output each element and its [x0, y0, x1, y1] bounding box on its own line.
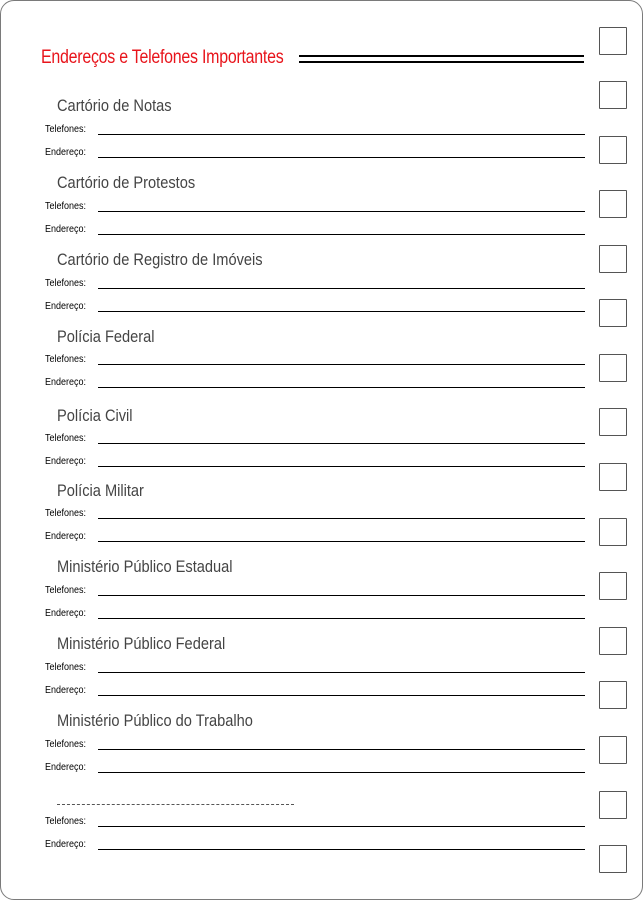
address-label: Endereço:	[45, 224, 87, 235]
address-field[interactable]	[98, 541, 585, 542]
section-title: Cartório de Protestos	[57, 173, 196, 192]
phones-row	[1, 508, 601, 526]
phones-label: Telefones:	[45, 508, 87, 519]
address-label: Endereço:	[45, 301, 87, 312]
address-field[interactable]	[98, 849, 585, 850]
phones-label: Telefones:	[45, 124, 87, 135]
address-row	[1, 456, 601, 474]
phones-row	[1, 278, 601, 296]
phones-label: Telefones:	[45, 816, 87, 827]
address-label: Endereço:	[45, 377, 87, 388]
phones-row	[1, 739, 601, 757]
address-label: Endereço:	[45, 762, 87, 773]
checkbox[interactable]	[599, 736, 627, 764]
address-row	[1, 608, 601, 626]
phones-field[interactable]	[98, 211, 585, 212]
phones-field[interactable]	[98, 364, 585, 365]
address-label: Endereço:	[45, 608, 87, 619]
page-title: Endereços e Telefones Importantes	[41, 47, 284, 68]
address-field[interactable]	[98, 387, 585, 388]
address-label: Endereço:	[45, 839, 87, 850]
phones-row	[1, 433, 601, 451]
address-row	[1, 301, 601, 319]
address-field[interactable]	[98, 772, 585, 773]
checkbox[interactable]	[599, 572, 627, 600]
checkbox[interactable]	[599, 354, 627, 382]
checkbox[interactable]	[599, 518, 627, 546]
checkbox[interactable]	[599, 681, 627, 709]
phones-field[interactable]	[98, 518, 585, 519]
custom-title-field[interactable]	[57, 804, 294, 805]
checkbox[interactable]	[599, 299, 627, 327]
section-title: Polícia Federal	[57, 327, 155, 346]
address-label: Endereço:	[45, 685, 87, 696]
address-row	[1, 839, 601, 857]
phones-row	[1, 816, 601, 834]
address-row	[1, 147, 601, 165]
phones-row	[1, 354, 601, 372]
checkbox[interactable]	[599, 81, 627, 109]
address-row	[1, 377, 601, 395]
phones-row	[1, 585, 601, 603]
phones-label: Telefones:	[45, 433, 87, 444]
address-field[interactable]	[98, 157, 585, 158]
address-field[interactable]	[98, 466, 585, 467]
section-title: Polícia Civil	[57, 406, 133, 425]
phones-field[interactable]	[98, 749, 585, 750]
checkbox[interactable]	[599, 190, 627, 218]
phones-label: Telefones:	[45, 278, 87, 289]
section-title: Cartório de Registro de Imóveis	[57, 250, 263, 269]
phones-row	[1, 201, 601, 219]
phones-label: Telefones:	[45, 662, 87, 673]
address-row	[1, 685, 601, 703]
checkbox[interactable]	[599, 27, 627, 55]
address-label: Endereço:	[45, 531, 87, 542]
title-double-rule	[299, 55, 584, 63]
checkbox[interactable]	[599, 408, 627, 436]
address-row	[1, 224, 601, 242]
phones-label: Telefones:	[45, 585, 87, 596]
phones-label: Telefones:	[45, 739, 87, 750]
phones-field[interactable]	[98, 826, 585, 827]
phones-row	[1, 124, 601, 142]
checkbox[interactable]	[599, 136, 627, 164]
checkbox[interactable]	[599, 245, 627, 273]
checkbox[interactable]	[599, 463, 627, 491]
phones-row	[1, 662, 601, 680]
address-field[interactable]	[98, 618, 585, 619]
checkbox[interactable]	[599, 845, 627, 873]
address-row	[1, 531, 601, 549]
section-title: Ministério Público Federal	[57, 634, 226, 653]
section-title: Polícia Militar	[57, 481, 144, 500]
phones-label: Telefones:	[45, 201, 87, 212]
phones-field[interactable]	[98, 443, 585, 444]
phones-label: Telefones:	[45, 354, 87, 365]
address-label: Endereço:	[45, 147, 87, 158]
address-field[interactable]	[98, 234, 585, 235]
address-row	[1, 762, 601, 780]
address-field[interactable]	[98, 311, 585, 312]
checkbox[interactable]	[599, 791, 627, 819]
section-title: Ministério Público Estadual	[57, 557, 233, 576]
section-title: Cartório de Notas	[57, 96, 172, 115]
checkbox[interactable]	[599, 627, 627, 655]
address-label: Endereço:	[45, 456, 87, 467]
address-field[interactable]	[98, 695, 585, 696]
phones-field[interactable]	[98, 595, 585, 596]
section-title: Ministério Público do Trabalho	[57, 711, 253, 730]
phones-field[interactable]	[98, 672, 585, 673]
phones-field[interactable]	[98, 288, 585, 289]
phones-field[interactable]	[98, 134, 585, 135]
